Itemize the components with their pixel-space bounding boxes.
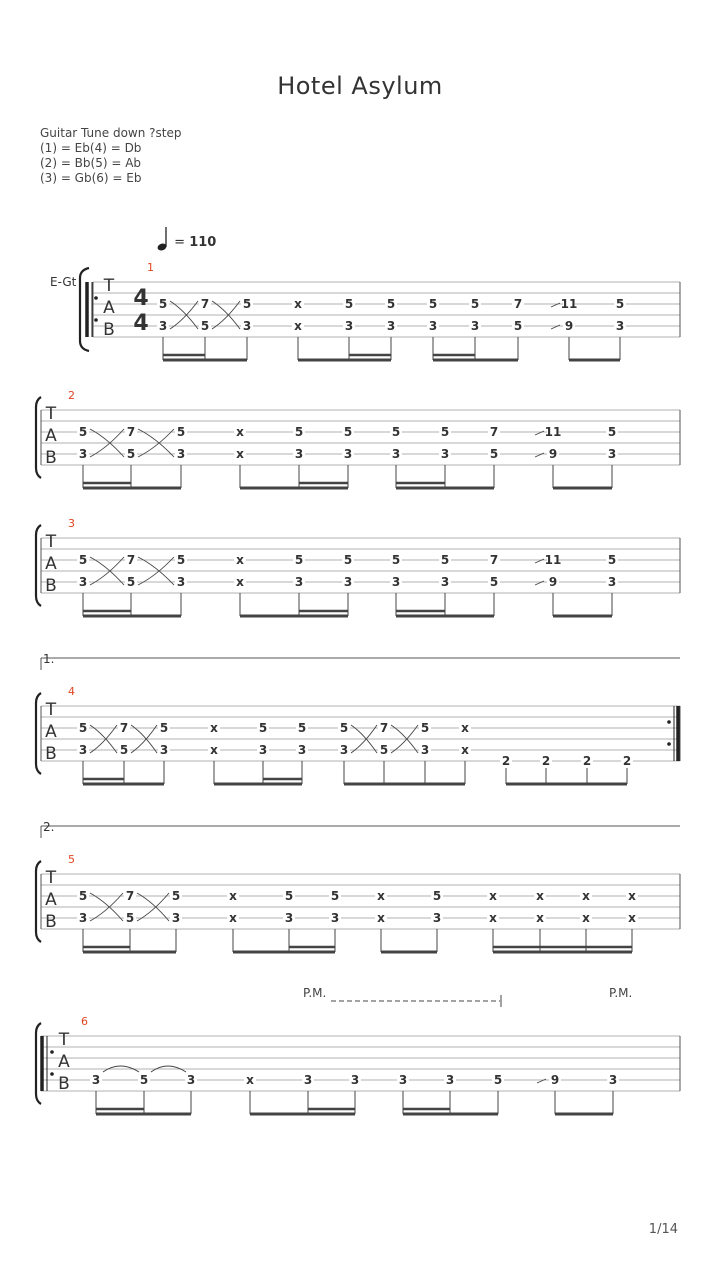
fret-number: x [377, 889, 385, 903]
fret-number: 3 [284, 911, 294, 925]
fret-number: 3 [297, 743, 307, 757]
fret-number: 3 [78, 911, 88, 925]
fret-number: 5 [428, 297, 438, 311]
fret-number: x [294, 297, 302, 311]
fret-number: x [210, 721, 218, 735]
fret-number: 5 [139, 1073, 149, 1087]
fret-number: 9 [548, 447, 558, 461]
fret-number: 9 [550, 1073, 560, 1087]
measure-number: 4 [68, 685, 75, 698]
fret-number: 3 [159, 743, 169, 757]
tab-clef-letter: T [45, 532, 57, 552]
fret-number: 5 [513, 319, 523, 333]
fret-number: x [536, 911, 544, 925]
palm-mute-label: P.M. [609, 986, 633, 1000]
palm-mute-label: P.M. [303, 986, 327, 1000]
fret-number: 3 [158, 319, 168, 333]
fret-number: 3 [440, 575, 450, 589]
fret-number: 5 [78, 553, 88, 567]
fret-number: 5 [440, 425, 450, 439]
system-bracket [36, 861, 41, 942]
fret-number: 3 [420, 743, 430, 757]
fret-number: 5 [615, 297, 625, 311]
fret-number: 5 [489, 575, 499, 589]
fret-number: 3 [242, 319, 252, 333]
fret-number: 5 [78, 721, 88, 735]
fret-number: x [536, 889, 544, 903]
fret-number: 3 [78, 575, 88, 589]
fret-number: 5 [297, 721, 307, 735]
fret-number: 5 [607, 425, 617, 439]
fret-number: 7 [119, 721, 129, 735]
fret-number: 3 [343, 447, 353, 461]
fret-number: 3 [171, 911, 181, 925]
fret-number: 5 [78, 425, 88, 439]
fret-number: 2 [582, 754, 592, 768]
fret-number: 3 [391, 575, 401, 589]
fret-number: 2 [501, 754, 511, 768]
tab-clef-letter: A [45, 890, 57, 910]
fret-number: 5 [391, 553, 401, 567]
fret-number: x [461, 721, 469, 735]
system-bracket [36, 397, 41, 478]
fret-number: 2 [541, 754, 551, 768]
fret-number: 5 [493, 1073, 503, 1087]
fret-number: 5 [330, 889, 340, 903]
fret-number: 7 [200, 297, 210, 311]
page-number: 1/14 [648, 1222, 678, 1237]
fret-number: 3 [343, 575, 353, 589]
tab-clef-letter: T [58, 1030, 70, 1050]
fret-number: x [236, 553, 244, 567]
fret-number: 7 [489, 553, 499, 567]
fret-number: 3 [428, 319, 438, 333]
repeat-dot [50, 1050, 54, 1054]
fret-number: x [229, 889, 237, 903]
fret-number: 7 [125, 889, 135, 903]
tab-clef-letter: T [45, 404, 57, 424]
fret-number: 5 [391, 425, 401, 439]
fret-number: 5 [294, 425, 304, 439]
fret-number: 3 [350, 1073, 360, 1087]
tuning-line: (3) = Gb(6) = Eb [40, 171, 142, 185]
time-signature: 4 [133, 311, 149, 336]
tempo-equals: = [174, 235, 186, 250]
fret-number: 3 [303, 1073, 313, 1087]
measure-number: 2 [68, 389, 75, 402]
fret-number: 3 [294, 575, 304, 589]
fret-number: x [582, 889, 590, 903]
fret-number: 3 [470, 319, 480, 333]
fret-number: x [229, 911, 237, 925]
tempo-bpm: 110 [189, 235, 217, 250]
repeat-dot [50, 1072, 54, 1076]
time-signature: 4 [133, 286, 149, 311]
fret-number: 3 [608, 1073, 618, 1087]
volta-label: 2. [43, 820, 55, 834]
tab-clef-letter: A [45, 426, 57, 446]
fret-number: 11 [560, 297, 578, 311]
tab-clef-letter: B [45, 576, 57, 596]
fret-number: x [236, 447, 244, 461]
tuning-header: Guitar Tune down ?step [40, 126, 182, 140]
repeat-dot [667, 742, 671, 746]
fret-number: 5 [125, 911, 135, 925]
fret-number: 3 [294, 447, 304, 461]
fret-number: 3 [258, 743, 268, 757]
instrument-label: E-Gt [50, 275, 77, 289]
repeat-dot [94, 318, 98, 322]
fret-number: x [246, 1073, 254, 1087]
fret-number: 3 [91, 1073, 101, 1087]
fret-number: 3 [391, 447, 401, 461]
system-bracket [36, 525, 41, 606]
fret-number: 5 [158, 297, 168, 311]
tab-clef-letter: A [45, 554, 57, 574]
fret-number: x [628, 889, 636, 903]
repeat-dot [667, 720, 671, 724]
fret-number: 5 [339, 721, 349, 735]
fret-number: 3 [615, 319, 625, 333]
fret-number: 5 [171, 889, 181, 903]
tab-clef-letter: B [45, 448, 57, 468]
fret-number: 7 [513, 297, 523, 311]
tab-clef-letter: B [45, 912, 57, 932]
fret-number: 11 [544, 425, 562, 439]
fret-number: 5 [242, 297, 252, 311]
fret-number: 9 [564, 319, 574, 333]
fret-number: 5 [343, 553, 353, 567]
tab-clef-letter: B [58, 1074, 70, 1094]
fret-number: 3 [78, 743, 88, 757]
fret-number: x [461, 743, 469, 757]
fret-number: 5 [470, 297, 480, 311]
fret-number: 5 [176, 425, 186, 439]
fret-number: 3 [607, 447, 617, 461]
repeat-dot [94, 296, 98, 300]
tab-clef-letter: A [58, 1052, 70, 1072]
fret-number: 5 [159, 721, 169, 735]
fret-number: 3 [398, 1073, 408, 1087]
fret-number: 7 [489, 425, 499, 439]
tab-clef-letter: T [45, 868, 57, 888]
fret-number: 3 [432, 911, 442, 925]
fret-number: x [236, 425, 244, 439]
fret-number: 3 [176, 575, 186, 589]
fret-number: 5 [432, 889, 442, 903]
fret-number: 3 [607, 575, 617, 589]
fret-number: 3 [344, 319, 354, 333]
fret-number: 5 [258, 721, 268, 735]
fret-number: 5 [294, 553, 304, 567]
fret-number: 3 [330, 911, 340, 925]
tab-clef-letter: A [45, 722, 57, 742]
fret-number: 5 [78, 889, 88, 903]
fret-number: 3 [445, 1073, 455, 1087]
fret-number: 5 [343, 425, 353, 439]
fret-number: 5 [386, 297, 396, 311]
tab-clef-letter: B [103, 320, 115, 340]
measure-number: 1 [147, 261, 154, 274]
fret-number: x [210, 743, 218, 757]
fret-number: x [582, 911, 590, 925]
fret-number: 5 [126, 447, 136, 461]
tab-clef-letter: B [45, 744, 57, 764]
fret-number: x [489, 889, 497, 903]
fret-number: 3 [386, 319, 396, 333]
fret-number: 9 [548, 575, 558, 589]
measure-number: 6 [81, 1015, 88, 1028]
measure-number: 5 [68, 853, 75, 866]
fret-number: 3 [176, 447, 186, 461]
fret-number: 5 [607, 553, 617, 567]
fret-number: 7 [126, 553, 136, 567]
tab-clef-letter: A [103, 298, 115, 318]
tuning-line: (1) = Eb(4) = Db [40, 141, 142, 155]
fret-number: 3 [339, 743, 349, 757]
fret-number: 5 [284, 889, 294, 903]
fret-number: 7 [379, 721, 389, 735]
fret-number: 5 [344, 297, 354, 311]
fret-number: 5 [489, 447, 499, 461]
fret-number: 5 [200, 319, 210, 333]
fret-number: x [489, 911, 497, 925]
tuning-line: (2) = Bb(5) = Ab [40, 156, 142, 170]
fret-number: 5 [119, 743, 129, 757]
fret-number: 5 [420, 721, 430, 735]
fret-number: 3 [78, 447, 88, 461]
fret-number: 3 [440, 447, 450, 461]
fret-number: 5 [126, 575, 136, 589]
fret-number: 5 [176, 553, 186, 567]
measure-number: 3 [68, 517, 75, 530]
fret-number: 2 [622, 754, 632, 768]
fret-number: x [377, 911, 385, 925]
fret-number: 7 [126, 425, 136, 439]
tab-clef-letter: T [45, 700, 57, 720]
tab-clef-letter: T [103, 276, 115, 296]
volta-label: 1. [43, 652, 55, 666]
fret-number: x [236, 575, 244, 589]
fret-number: 3 [186, 1073, 196, 1087]
fret-number: x [628, 911, 636, 925]
page-title: Hotel Asylum [277, 72, 443, 100]
fret-number: 11 [544, 553, 562, 567]
fret-number: 5 [379, 743, 389, 757]
fret-number: x [294, 319, 302, 333]
fret-number: 5 [440, 553, 450, 567]
system-bracket [36, 693, 41, 774]
